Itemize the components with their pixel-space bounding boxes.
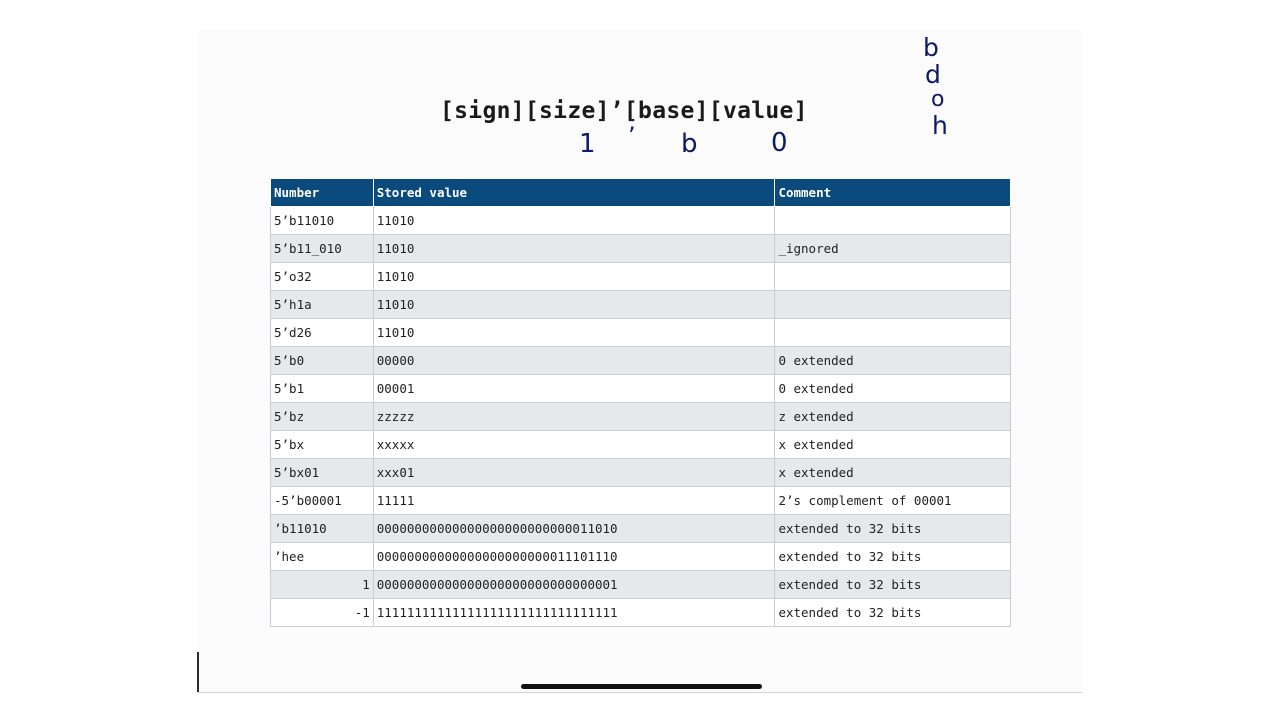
handwritten-bases-list <box>918 34 958 139</box>
table-row <box>271 403 1011 431</box>
cell-stored-value: xxxxx <box>373 431 775 459</box>
cell-stored-value: 11010 <box>373 291 775 319</box>
home-indicator[interactable] <box>521 684 762 689</box>
handwritten-size-annotation: 1 <box>579 129 596 159</box>
cell-stored-value: 11010 <box>373 235 775 263</box>
cell-comment <box>775 207 1011 235</box>
cell-stored-value: 11010 <box>373 263 775 291</box>
header-stored-value: Stored value <box>373 179 775 207</box>
cell-stored-value: 11111 <box>373 487 775 515</box>
cell-number: ’b11010 <box>271 515 374 543</box>
table-row <box>271 459 1011 487</box>
cell-stored-value: 00000 <box>373 347 775 375</box>
table-row <box>271 375 1011 403</box>
cell-comment: _ignored <box>775 235 1011 263</box>
cell-number: 5’bx <box>271 431 374 459</box>
cell-number: 5’bz <box>271 403 374 431</box>
cell-comment: x extended <box>775 431 1011 459</box>
cell-number: 5’b1 <box>271 375 374 403</box>
number-literal-table <box>270 179 1011 627</box>
cell-comment: extended to 32 bits <box>775 515 1011 543</box>
cell-comment: x extended <box>775 459 1011 487</box>
cell-number: 5’b11010 <box>271 207 374 235</box>
table-row <box>271 487 1011 515</box>
handwritten-base-annotation: b <box>681 129 698 159</box>
cell-number: 5’b0 <box>271 347 374 375</box>
cell-number: ’hee <box>271 543 374 571</box>
cell-comment: 0 extended <box>775 347 1011 375</box>
cell-stored-value: zzzzz <box>373 403 775 431</box>
cell-number: 5’o32 <box>271 263 374 291</box>
table-row <box>271 599 1011 627</box>
cell-stored-value: 00000000000000000000000011101110 <box>373 543 775 571</box>
table-row <box>271 291 1011 319</box>
cell-stored-value: 00000000000000000000000000000001 <box>373 571 775 599</box>
cell-comment: extended to 32 bits <box>775 599 1011 627</box>
handwritten-base-letter: o <box>931 87 945 112</box>
handwritten-value-annotation: 0 <box>771 128 788 158</box>
cell-number: -1 <box>271 599 374 627</box>
cell-comment: extended to 32 bits <box>775 571 1011 599</box>
handwritten-base-letter: b <box>923 33 939 62</box>
table-row <box>271 543 1011 571</box>
cell-comment <box>775 291 1011 319</box>
table-header-row <box>271 179 1011 207</box>
text-cursor <box>197 652 199 692</box>
cell-number: -5’b00001 <box>271 487 374 515</box>
table-row <box>271 515 1011 543</box>
handwritten-base-letter: h <box>932 111 948 140</box>
cell-number: 5’h1a <box>271 291 374 319</box>
cell-number: 5’d26 <box>271 319 374 347</box>
handwritten-base-letter: d <box>925 60 941 89</box>
header-comment: Comment <box>775 179 1011 207</box>
cell-comment <box>775 319 1011 347</box>
cell-number: 5’bx01 <box>271 459 374 487</box>
cell-stored-value: 00001 <box>373 375 775 403</box>
cell-number: 5’b11_010 <box>271 235 374 263</box>
header-number: Number <box>271 179 374 207</box>
cell-number: 1 <box>271 571 374 599</box>
cell-stored-value: 11010 <box>373 319 775 347</box>
table-row <box>271 263 1011 291</box>
literal-format-formula: [sign][size]’[base][value] <box>440 98 808 124</box>
cell-comment: 0 extended <box>775 375 1011 403</box>
cell-stored-value: 11010 <box>373 207 775 235</box>
handwritten-quote-annotation: ’ <box>628 122 636 150</box>
cell-stored-value: xxx01 <box>373 459 775 487</box>
cell-comment: extended to 32 bits <box>775 543 1011 571</box>
cell-stored-value: 11111111111111111111111111111111 <box>373 599 775 627</box>
table-row <box>271 347 1011 375</box>
cell-comment: z extended <box>775 403 1011 431</box>
table-row <box>271 571 1011 599</box>
table-row <box>271 207 1011 235</box>
cell-comment <box>775 263 1011 291</box>
cell-comment: 2’s complement of 00001 <box>775 487 1011 515</box>
cell-stored-value: 00000000000000000000000000011010 <box>373 515 775 543</box>
table-row <box>271 431 1011 459</box>
table-row <box>271 235 1011 263</box>
table-row <box>271 319 1011 347</box>
